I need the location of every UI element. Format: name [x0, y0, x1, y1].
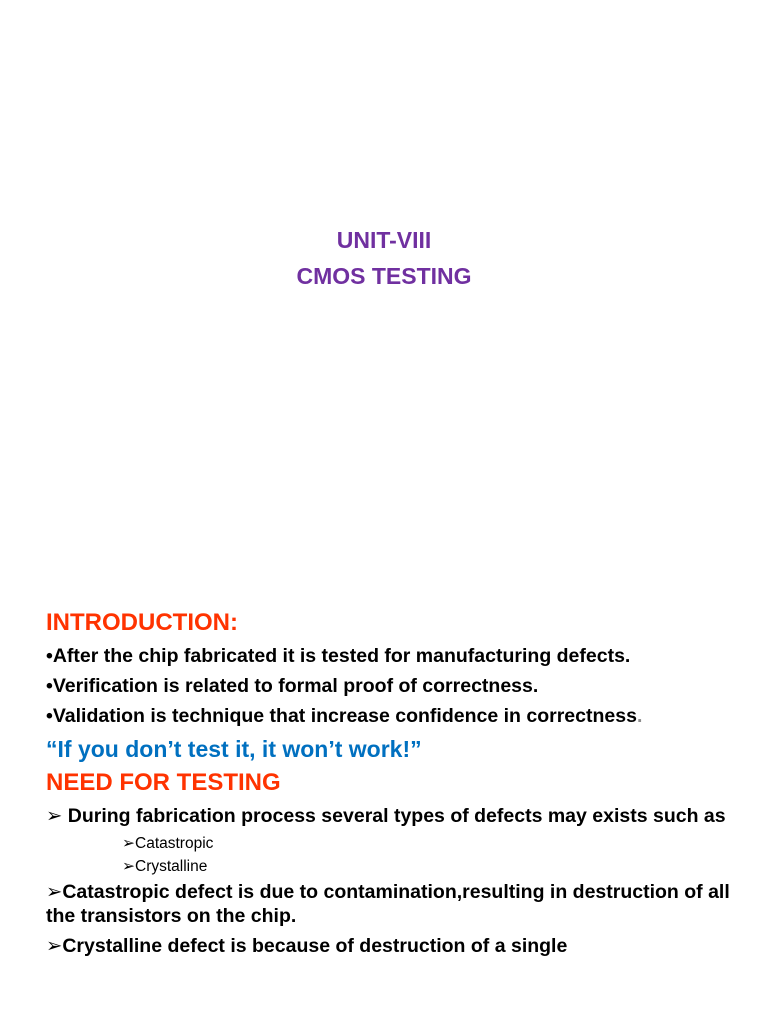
- title-block: [0, 222, 768, 294]
- bullet-validation-dot: .: [636, 705, 643, 727]
- crystalline-paragraph: [46, 934, 746, 958]
- catastropic-paragraph: [46, 880, 746, 928]
- subject-title: CMOS TESTING: [296, 263, 472, 289]
- unit-title: UNIT-VIII: [336, 227, 432, 253]
- list-item: [122, 832, 746, 855]
- bullet-validation: [46, 704, 746, 728]
- arrow-bullet-icon: ➢: [46, 805, 63, 827]
- bullet-verification: •Verification is related to formal proof of correctness.: [46, 675, 539, 697]
- defect-type-label: Crystalline: [135, 858, 208, 875]
- arrow-bullet-icon: ➢: [46, 881, 63, 903]
- catastropic-paragraph-text: Catastropic defect is due to contamination,resulting in destruction of all the transistors on the chip.: [46, 881, 730, 927]
- bullet-fabrication: •After the chip fabricated it is tested for manufacturing defects.: [46, 645, 631, 667]
- defects-paragraph: [46, 804, 746, 828]
- defects-paragraph-text: During fabrication process several types of defects may exists such as: [62, 805, 726, 827]
- list-item: [122, 855, 746, 878]
- arrow-bullet-icon: ➢: [46, 935, 63, 957]
- bullet-validation-text: •Validation is technique that increase confidence in correctness: [46, 705, 637, 727]
- defect-types-list: [122, 832, 746, 878]
- arrow-bullet-icon: ➢: [122, 835, 135, 852]
- testing-quote: “If you don’t test it, it won’t work!”: [46, 736, 422, 762]
- crystalline-paragraph-text: Crystalline defect is because of destruction of a single: [62, 935, 568, 957]
- need-for-testing-heading: NEED FOR TESTING: [46, 769, 281, 796]
- defect-type-label: Catastropic: [135, 835, 214, 852]
- introduction-slide: [46, 606, 746, 958]
- introduction-heading: INTRODUCTION:: [46, 609, 238, 636]
- arrow-bullet-icon: ➢: [122, 858, 135, 875]
